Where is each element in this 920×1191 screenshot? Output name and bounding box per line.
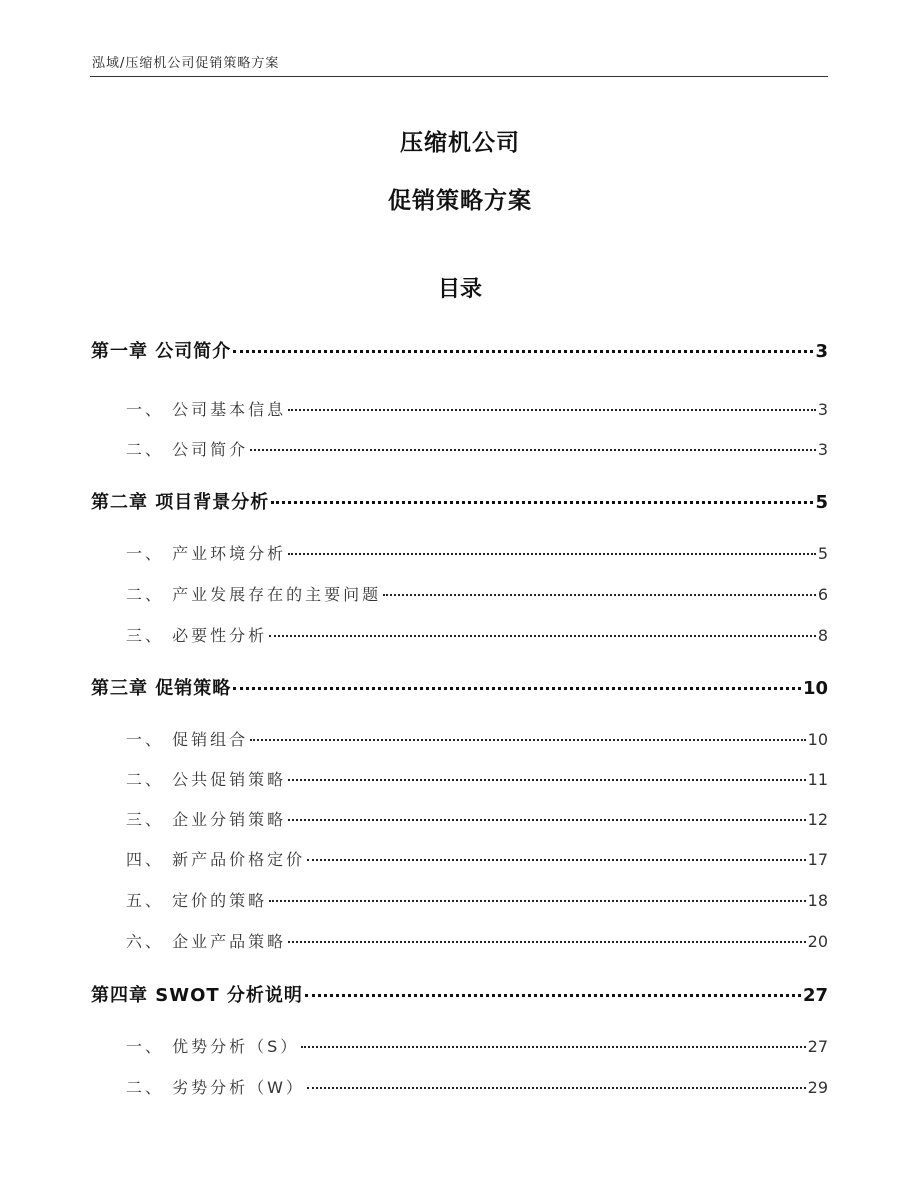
toc-entry-label: 四、 新产品价格定价 (126, 850, 306, 869)
toc-entry-chapter-1[interactable] (91, 337, 828, 363)
toc-entry-label: 二、 劣势分析（W） (126, 1078, 305, 1097)
toc-dot-leader (301, 1046, 805, 1048)
toc-entry-page: 10 (802, 678, 828, 699)
toc-dot-leader (288, 409, 816, 411)
toc-entry-label: 第三章 促销策略 (91, 678, 232, 699)
toc-entry-section[interactable] (126, 929, 828, 952)
toc-entry-section[interactable] (126, 437, 828, 460)
toc-entry-label: 一、 产业环境分析 (126, 544, 287, 563)
toc-entry-label: 一、 促销组合 (126, 730, 249, 749)
toc-dot-leader (288, 941, 806, 943)
toc-entry-label: 二、 公共促销策略 (126, 770, 287, 789)
toc-entry-page: 3 (815, 341, 828, 362)
toc-dot-leader (288, 779, 806, 781)
toc-entry-label: 第四章 SWOT 分析说明 (91, 985, 303, 1006)
toc-entry-section[interactable] (126, 1075, 828, 1098)
toc-dot-leader (307, 859, 806, 861)
toc-entry-page: 3 (817, 440, 828, 459)
toc-entry-page: 8 (817, 626, 828, 645)
toc-entry-page: 5 (815, 492, 828, 513)
toc-entry-page: 12 (807, 810, 828, 829)
toc-entry-label: 一、 优势分析（S） (126, 1037, 300, 1056)
toc-entry-section[interactable] (126, 727, 828, 750)
toc-entry-chapter-2[interactable] (91, 488, 828, 514)
toc-entry-page: 3 (817, 400, 828, 419)
toc-heading: 目录 (437, 277, 482, 302)
document-title-line1: 压缩机公司 (400, 130, 520, 156)
toc-entry-label: 三、 必要性分析 (126, 626, 268, 645)
toc-entry-chapter-3[interactable] (91, 674, 828, 700)
toc-dot-leader (269, 635, 816, 637)
toc-entry-page: 6 (817, 585, 828, 604)
toc-entry-label: 六、 企业产品策略 (126, 932, 287, 951)
toc-dot-leader (305, 994, 801, 997)
toc-entry-chapter-4[interactable] (91, 981, 828, 1007)
toc-entry-section[interactable] (126, 888, 828, 911)
toc-entry-page: 20 (807, 932, 828, 951)
toc-entry-page: 11 (807, 770, 828, 789)
toc-dot-leader (288, 553, 816, 555)
toc-entry-section[interactable] (126, 847, 828, 870)
document-title-line2: 促销策略方案 (388, 188, 532, 214)
toc-dot-leader (288, 819, 806, 821)
toc-entry-page: 27 (807, 1037, 828, 1056)
toc-entry-label: 一、 公司基本信息 (126, 400, 287, 419)
toc-entry-page: 18 (807, 891, 828, 910)
toc-entry-label: 第二章 项目背景分析 (91, 492, 270, 513)
toc-entry-label: 二、 公司简介 (126, 440, 249, 459)
toc-dot-leader (233, 687, 801, 690)
toc-entry-page: 27 (802, 985, 828, 1006)
toc-entry-page: 5 (817, 544, 828, 563)
toc-entry-page: 10 (807, 730, 828, 749)
toc-entry-label: 五、 定价的策略 (126, 891, 268, 910)
running-header: 泓域/压缩机公司促销策略方案 (92, 56, 280, 71)
toc-entry-label: 三、 企业分销策略 (126, 810, 287, 829)
toc-dot-leader (271, 501, 813, 504)
toc-entry-section[interactable] (126, 807, 828, 830)
toc-dot-leader (250, 739, 806, 741)
toc-entry-section[interactable] (126, 623, 828, 646)
toc-dot-leader (250, 449, 816, 451)
toc-entry-page: 29 (807, 1078, 828, 1097)
toc-entry-section[interactable] (126, 582, 828, 605)
toc-entry-label: 二、 产业发展存在的主要问题 (126, 585, 382, 604)
toc-entry-section[interactable] (126, 1034, 828, 1057)
toc-entry-section[interactable] (126, 397, 828, 420)
toc-entry-section[interactable] (126, 767, 828, 790)
toc-dot-leader (307, 1087, 806, 1089)
toc-entry-section[interactable] (126, 541, 828, 564)
toc-entry-label: 第一章 公司简介 (91, 341, 232, 362)
toc-entry-page: 17 (807, 850, 828, 869)
toc-dot-leader (383, 594, 816, 596)
toc-dot-leader (233, 350, 813, 353)
toc-dot-leader (269, 900, 806, 902)
